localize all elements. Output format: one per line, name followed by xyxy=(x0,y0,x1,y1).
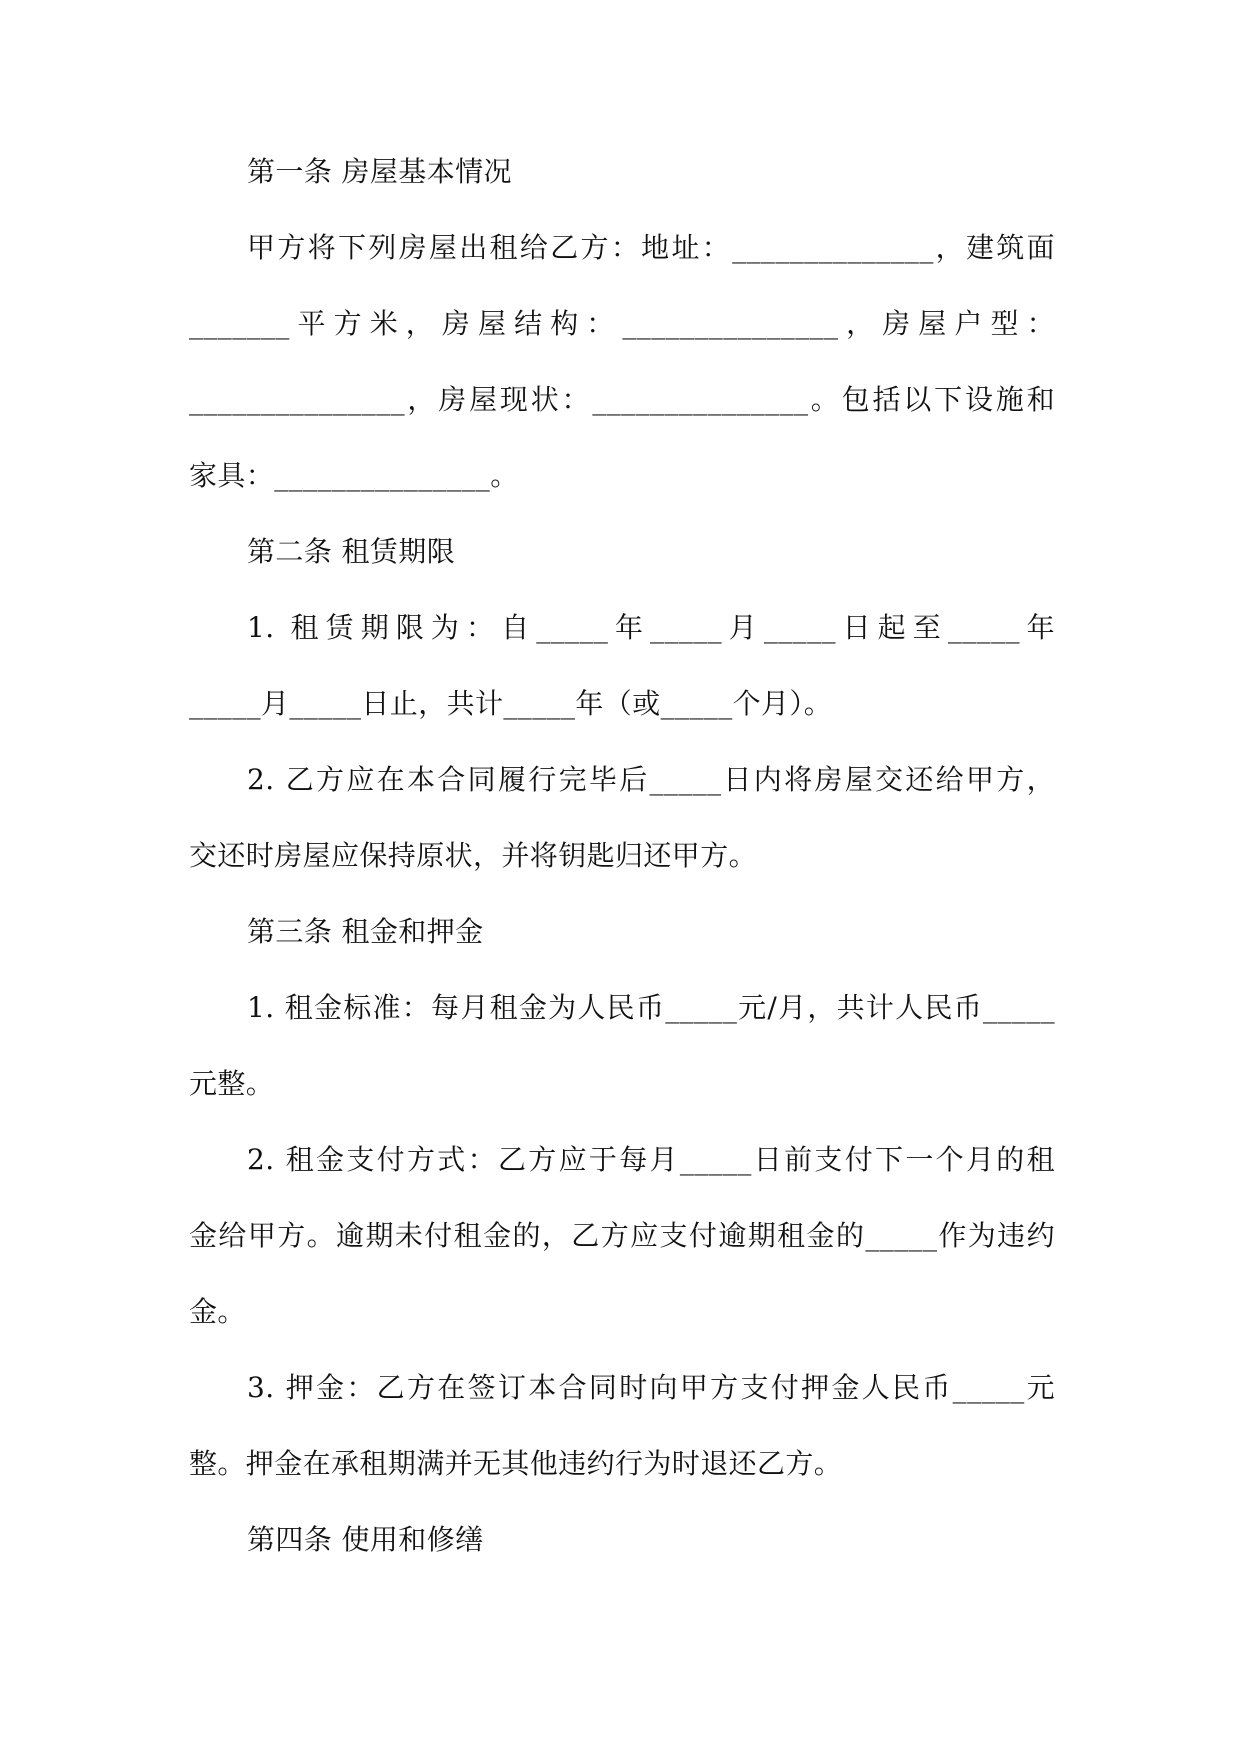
article-1-paragraph-line: 家具：_______________。 xyxy=(189,459,519,492)
article-3-clause-2-line: 金。 xyxy=(189,1295,246,1328)
article-3-clause-3-line: 3. 押金：乙方在签订本合同时向甲方支付押金人民币_____元 xyxy=(247,1371,1055,1404)
article-3-heading: 第三条 租金和押金 xyxy=(247,915,484,948)
article-3-clause-1-line: 1. 租金标准：每月租金为人民币_____元/月，共计人民币_____ xyxy=(247,991,1055,1024)
article-2-clause-1-line: 1. 租赁期限为：自_____年_____月_____日起至_____年 xyxy=(247,611,1055,644)
article-3-clause-2-line: 2. 租金支付方式：乙方应于每月_____日前支付下一个月的租 xyxy=(247,1143,1055,1176)
article-3-clause-2-line: 金给甲方。逾期未付租金的，乙方应支付逾期租金的_____作为违约 xyxy=(189,1219,1055,1252)
article-4-heading: 第四条 使用和修缮 xyxy=(247,1523,484,1556)
article-1-paragraph-line: _______________，房屋现状：_______________。包括以下设施和 xyxy=(189,383,1055,416)
article-1-paragraph-line: _______平方米，房屋结构：_______________，房屋户型： xyxy=(189,307,1055,340)
article-1-paragraph-line: 甲方将下列房屋出租给乙方：地址：______________，建筑面 xyxy=(247,231,1055,264)
article-1-heading: 第一条 房屋基本情况 xyxy=(247,155,512,188)
contract-body xyxy=(189,138,1055,1582)
article-3-clause-1-line: 元整。 xyxy=(189,1067,275,1100)
article-3-clause-3-line: 整。押金在承租期满并无其他违约行为时退还乙方。 xyxy=(189,1447,843,1480)
article-2-heading: 第二条 租赁期限 xyxy=(247,535,456,568)
article-2-clause-2-line: 2. 乙方应在本合同履行完毕后_____日内将房屋交还给甲方， xyxy=(247,763,1055,796)
article-2-clause-2-line: 交还时房屋应保持原状，并将钥匙归还甲方。 xyxy=(189,839,758,872)
article-2-clause-1-line: _____月_____日止，共计_____年（或_____个月）。 xyxy=(189,687,833,720)
